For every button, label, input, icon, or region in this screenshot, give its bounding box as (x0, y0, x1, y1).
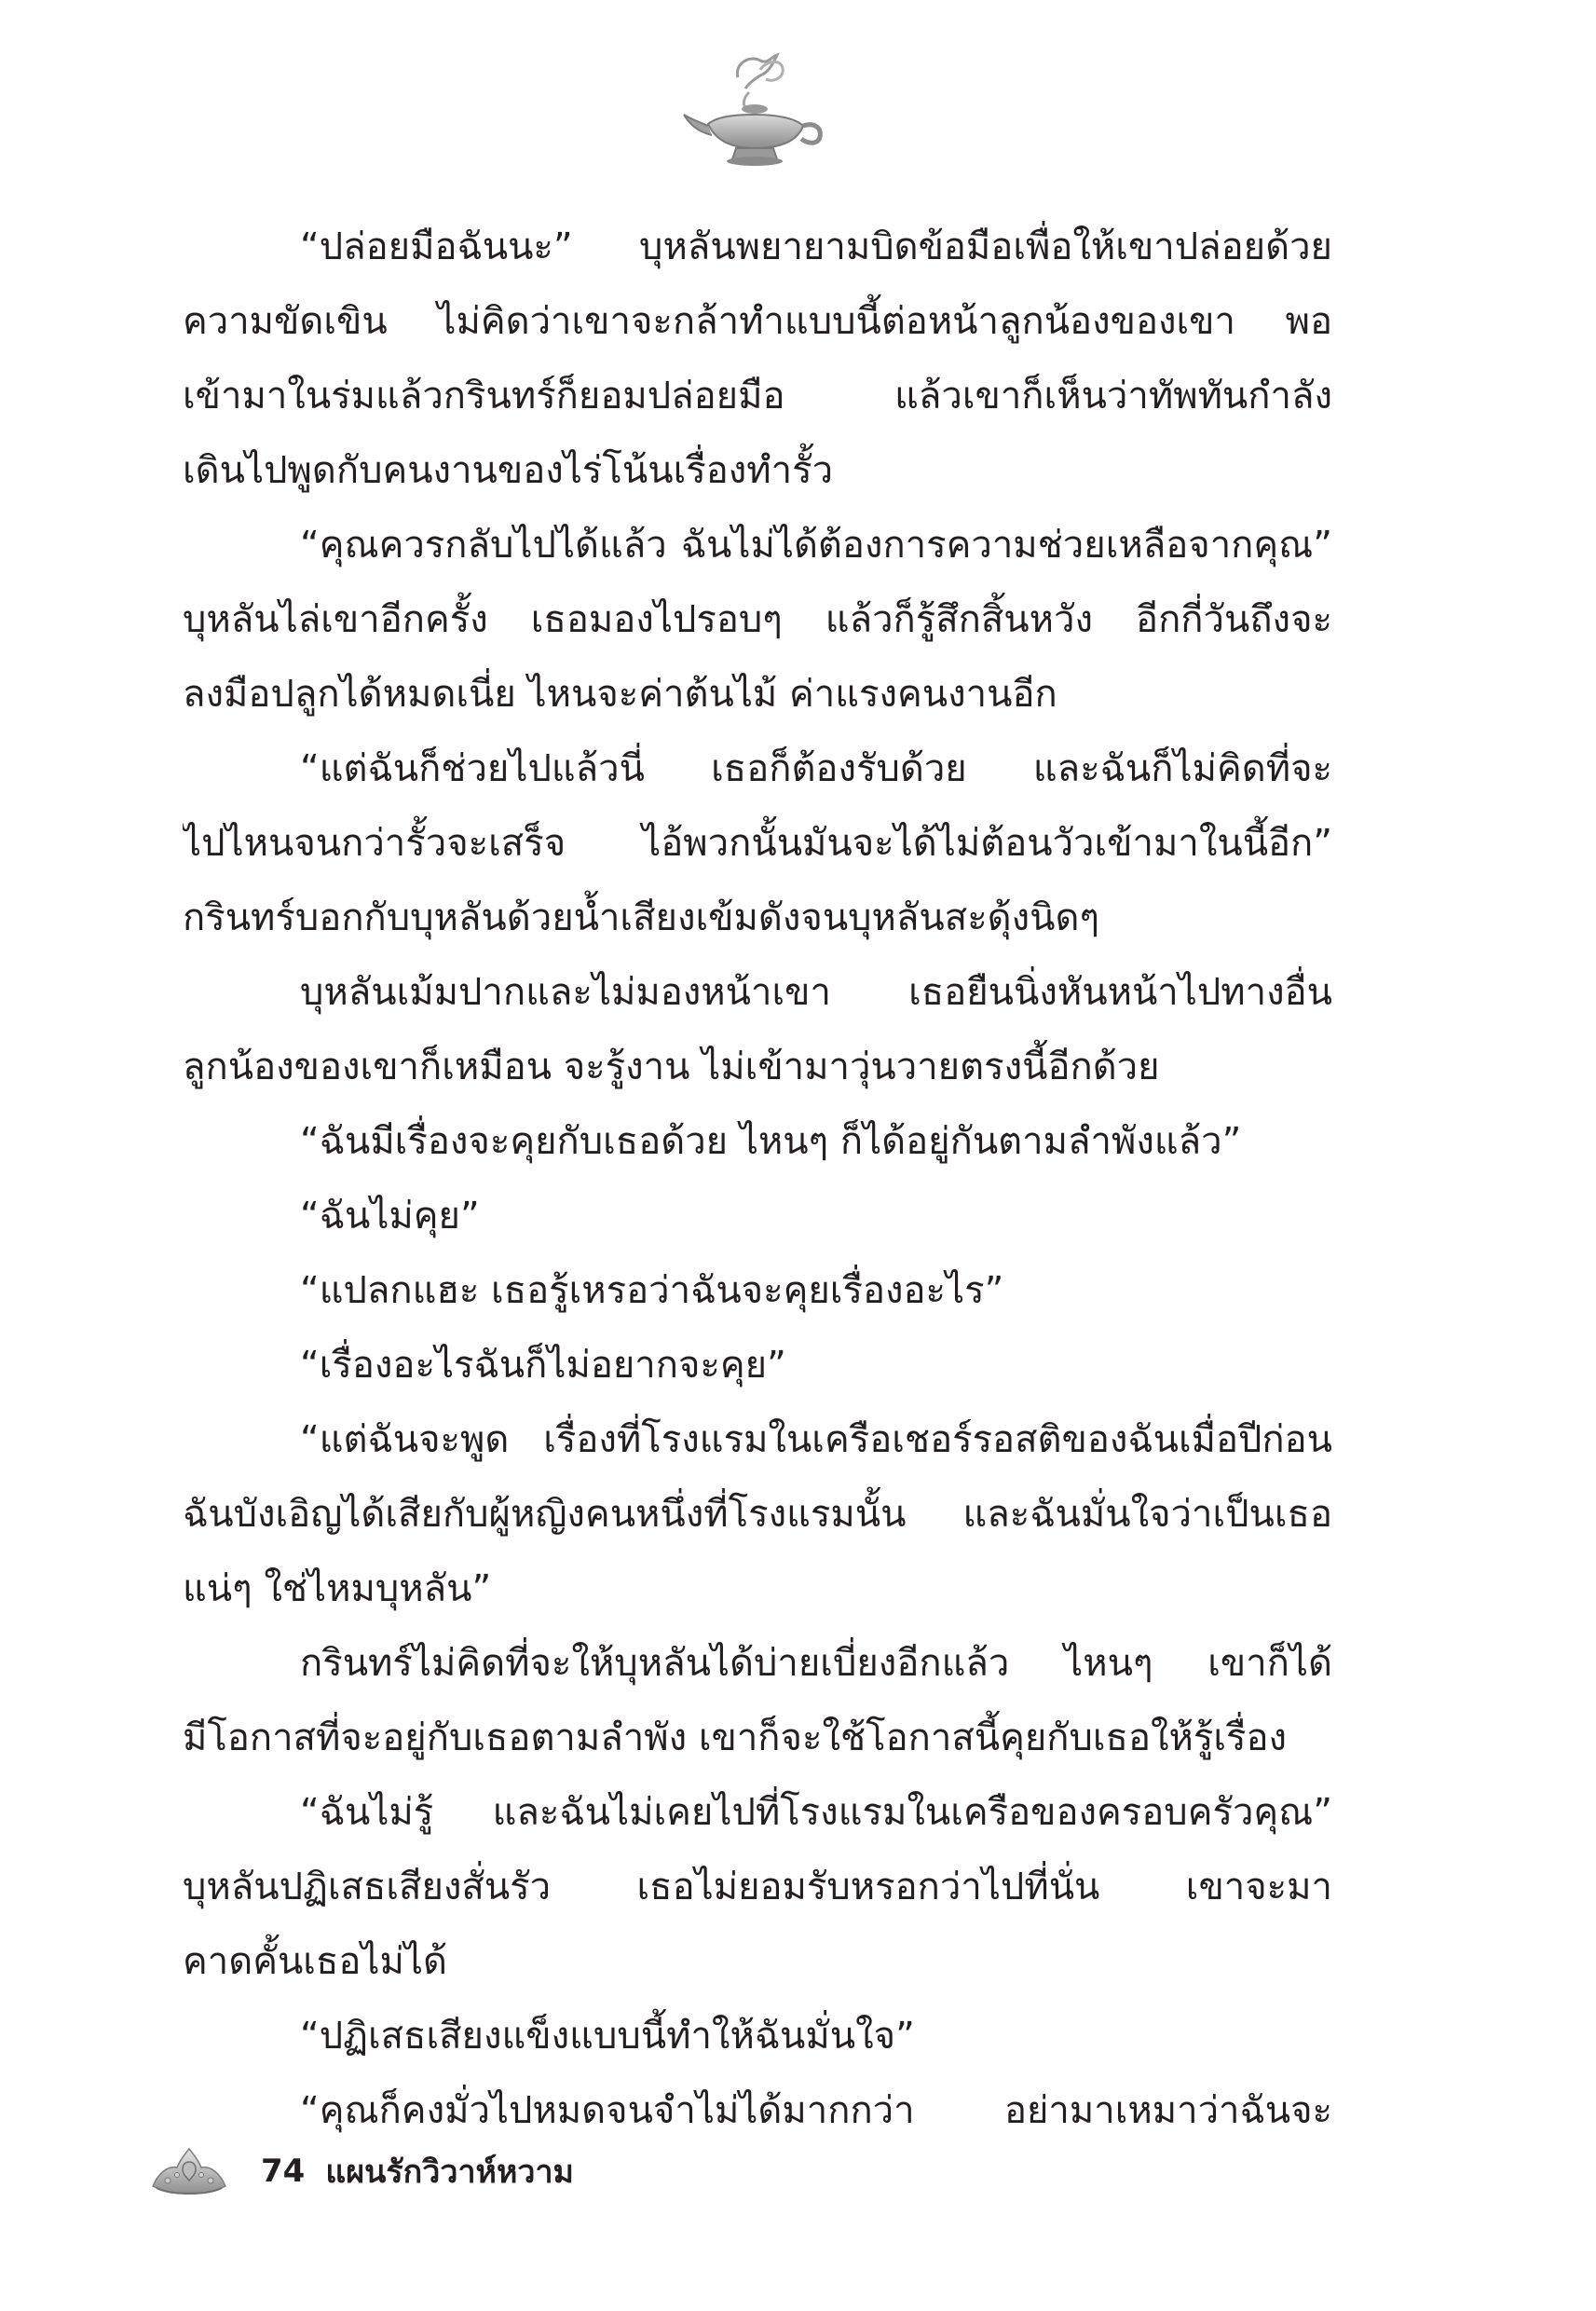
text-line: เข้ามาในร่มแล้วกรินทร์ก็ยอมปล่อยมือ แล้วเขาก็เห็นว่าทัพทันกำลัง (183, 375, 1332, 417)
text-line: ลงมือปลูกได้หมดเนี่ย ไหนจะค่าต้นไม้ ค่าแรงคนงานอีก (183, 673, 1057, 716)
text-line: “แปลกแฮะ เธอรู้เหรอว่าฉันจะคุยเรื่องอะไร” (300, 1269, 1004, 1312)
text-line: กรินทร์ไม่คิดที่จะให้บุหลันได้บ่ายเบี่ยงอีกแล้ว ไหนๆ เขาก็ได้ (300, 1642, 1332, 1685)
text-line: คาดคั้นเธอไม่ได้ (183, 1940, 447, 1983)
text-line: บุหลันปฏิเสธเสียงสั่นรัว เธอไม่ยอมรับหรอกว่าไปที่นั่น เขาจะมา (183, 1866, 1332, 1908)
body-text (183, 210, 1332, 2148)
text-line: กรินทร์บอกกับบุหลันด้วยน้ำเสียงเข้มดังจนบุหลันสะดุ้งนิดๆ (183, 896, 1099, 939)
text-line: ความขัดเขิน ไม่คิดว่าเขาจะกล้าทำแบบนี้ต่อหน้าลูกน้องของเขา พอ (183, 300, 1332, 343)
text-line: ฉันบังเอิญได้เสียกับผู้หญิงคนหนึ่งที่โรงแรมนั้น และฉันมั่นใจว่าเป็นเธอ (183, 1493, 1332, 1536)
text-line: “ปล่อยมือฉันนะ” บุหลันพยายามบิดข้อมือเพื่อให้เขาปล่อยด้วย (300, 226, 1332, 268)
text-line: “ฉันไม่รู้ และฉันไม่เคยไปที่โรงแรมในเครือของครอบครัวคุณ” (300, 1791, 1332, 1834)
text-line: “ฉันมีเรื่องจะคุยกับเธอด้วย ไหนๆ ก็ได้อยู่กันตามลำพังแล้ว” (300, 1120, 1242, 1163)
text-line: บุหลันเม้มปากและไม่มองหน้าเขา เธอยืนนิ่งหันหน้าไปทางอื่น (300, 971, 1332, 1014)
text-line: มีโอกาสที่จะอยู่กับเธอตามลำพัง เขาก็จะใช้โอกาสนี้คุยกับเธอให้รู้เรื่อง (183, 1716, 1288, 1759)
tiara-icon (149, 2145, 229, 2197)
page-footer (149, 2139, 574, 2204)
genie-lamp-icon (680, 51, 829, 172)
page-number: 74 (261, 2153, 306, 2190)
text-line: ไปไหนจนกว่ารั้วจะเสร็จ ไอ้พวกนั้นมันจะได้ไม่ต้อนวัวเข้ามาในนี้อีก” (183, 822, 1332, 865)
text-line: เดินไปพูดกับคนงานของไร่โน้นเรื่องทำรั้ว (183, 449, 834, 492)
text-line: “ปฏิเสธเสียงแข็งแบบนี้ทำให้ฉันมั่นใจ” (300, 2015, 915, 2058)
text-line: “แต่ฉันจะพูด เรื่องที่โรงแรมในเครือเชอร์รอสติของฉันเมื่อปีก่อน (300, 1418, 1332, 1461)
text-line: “ฉันไม่คุย” (300, 1195, 480, 1238)
book-title: แผนรักวิวาห์หวาม (325, 2154, 574, 2191)
text-line: “เรื่องอะไรฉันก็ไม่อยากจะคุย” (300, 1344, 786, 1387)
text-line: “แต่ฉันก็ช่วยไปแล้วนี่ เธอก็ต้องรับด้วย และฉันก็ไม่คิดที่จะ (300, 747, 1332, 790)
text-line: แน่ๆ ใช่ไหมบุหลัน” (183, 1567, 492, 1610)
text-line: “คุณก็คงมั่วไปหมดจนจำไม่ได้มากกว่า อย่ามาเหมาว่าฉันจะ (300, 2089, 1332, 2132)
text-line: บุหลันไล่เขาอีกครั้ง เธอมองไปรอบๆ แล้วก็รู้สึกสิ้นหวัง อีกกี่วันถึงจะ (183, 598, 1332, 641)
text-line: “คุณควรกลับไปได้แล้ว ฉันไม่ได้ต้องการความช่วยเหลือจากคุณ” (300, 524, 1332, 567)
text-line: ลูกน้องของเขาก็เหมือน จะรู้งาน ไม่เข้ามาวุ่นวายตรงนี้อีกด้วย (183, 1046, 1160, 1088)
